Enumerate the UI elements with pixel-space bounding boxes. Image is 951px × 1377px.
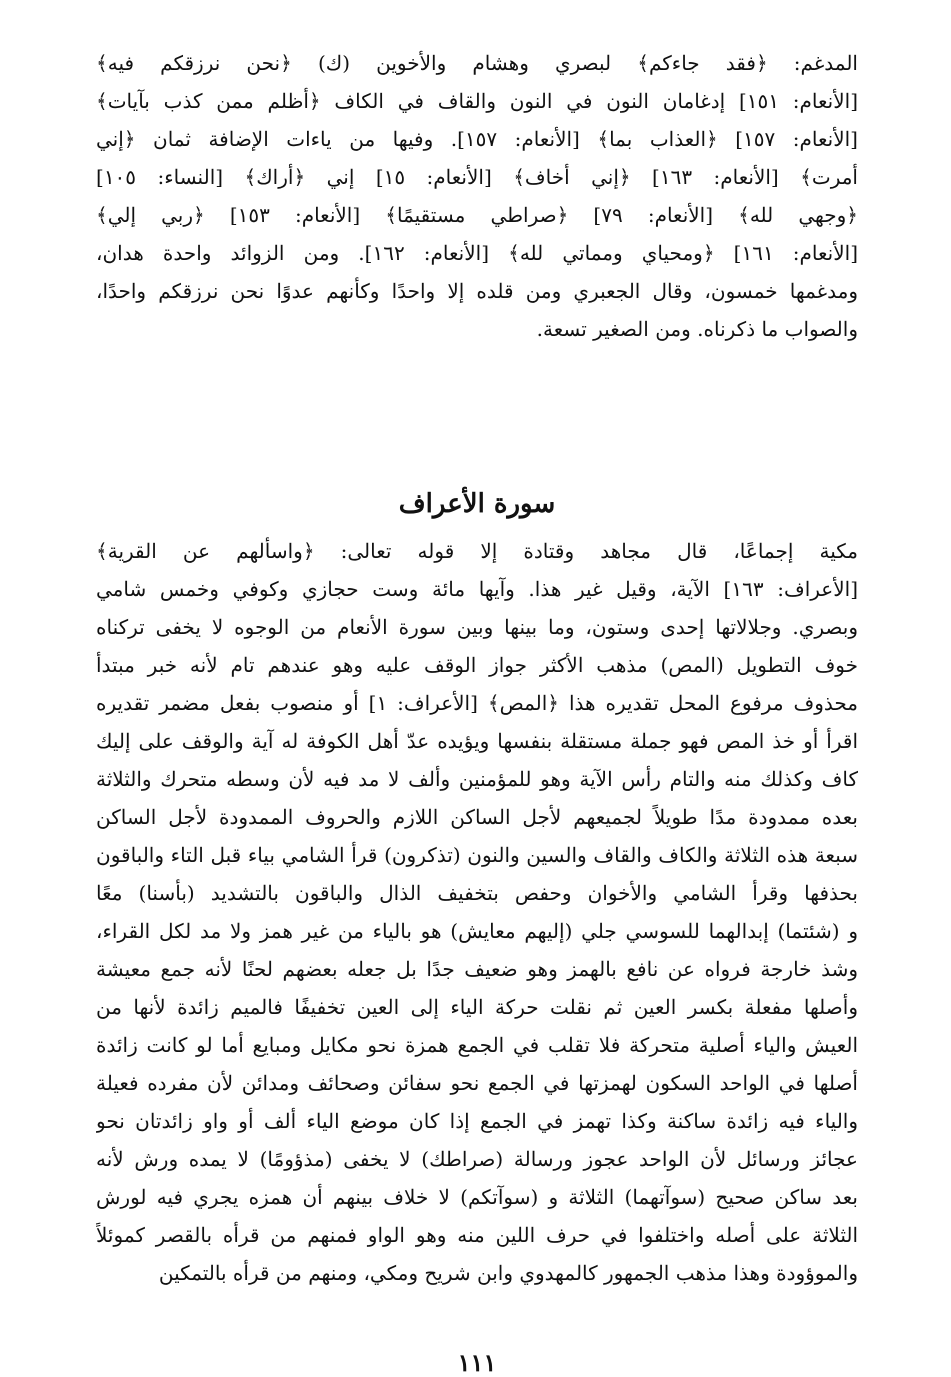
text-line: العيش والياء أصلية متحركة فلا تقلب في الجمع همزة نحو مكايل ومبايع أما لو كانت زائدة (96, 1033, 858, 1057)
paragraph-al-anam-summary (96, 44, 858, 348)
text-line: كاف وكذلك منه والتام رأس الآية وهو للمؤمنين وألف لا مد فيه لأن وسطه متحرك والثلاثة (96, 767, 858, 791)
text-line: والموؤودة وهذا مذهب الجمهور كالمهدوي وابن شريح ومكي، ومنهم من قرأه بالتمكين (158, 1261, 858, 1285)
text-line: اقرأ أو خذ المص فهو جملة مستقلة بنفسها ويؤيده عدّ أهل الكوفة له آية والوقف على إليك (96, 729, 858, 753)
text-line: ومدغمها خمسون، وقال الجعبري ومن قلده إلا واحدًا وكأنهم عدوًا نحن نرزقكم واحدًا، (96, 279, 858, 303)
text-line: [الأعراف: ١٦٣] الآية، وقيل غير هذا. وآيها مائة وست حجازي وكوفي وخمس شامي (96, 577, 858, 601)
text-line: والصواب ما ذكرناه. ومن الصغير تسعة. (536, 317, 858, 341)
text-line: بعده ممدودة مدًا طويلاً لجميعهم لأجل الساكن اللازم والحروف الممدودة لأجل الساكن (96, 805, 858, 829)
text-line: محذوف مرفوع المحل تقديره هذا ﴿المص﴾ [الأعراف: ١] أو منصوب بفعل مضمر تقديره (96, 691, 858, 715)
text-line: ﴿وجهي لله﴾ [الأنعام: ٧٩] ﴿صراطي مستقيمًا﴾ [الأنعام: ١٥٣] ﴿ربي إلي﴾ (96, 203, 858, 227)
surah-title: سورة الأعراف (398, 489, 556, 519)
text-line: [الأنعام: ١٥٧] ﴿العذاب بما﴾ [الأنعام: ١٥٧]. وفيها من ياءات الإضافة ثمان ﴿إني (96, 127, 858, 151)
text-line: مكية إجماعًا، قال مجاهد وقتادة إلا قوله تعالى: ﴿واسألهم عن القرية﴾ (96, 539, 858, 563)
text-line: وأصلها مفعلة بكسر العين ثم نقلت حركة الياء إلى العين تخفيفًا فالميم زائدة لأنها من (96, 995, 858, 1019)
text-line: وشذ خارجة فرواه عن نافع بالهمز وهو ضعيف جدًا بل جعله بعضهم لحنًا لأنه جمع معيشة (96, 957, 858, 981)
book-page (96, 40, 858, 1377)
text-line: أصلها في الواحد السكون لهمزتها في الجمع نحو سفائن وصحائف ومدائن لأن مفرده فعيلة (96, 1071, 858, 1095)
text-line: [الأنعام: ١٥١] إدغامان النون في النون والقاف في الكاف ﴿أظلم ممن كذب بآيات﴾ (96, 89, 858, 113)
text-line: بعد ساكن صحيح (سوآتهما) الثلاثة و (سوآتكم) لا خلاف بينهم أن همزه يجري فيه لورش (96, 1185, 858, 1209)
text-line: الثلاثة على أصله واختلفوا في حرف اللين منه وهو الواو فمنهم من قرأه بالقصر كموئلاً (96, 1223, 858, 1247)
text-line: والياء فيه زائدة ساكنة وكذا تهمز في الجمع إذا كان موضع الياء ألف أو واو زائدتان نحو (96, 1109, 858, 1133)
paragraph-al-araf (96, 532, 858, 1292)
text-line: خوف التطويل (المص) مذهب الأكثر جواز الوقف عليه وهو عندهم تام لأنه خبر مبتدأ (96, 653, 858, 677)
text-line: عجائز ورسائل لأن الواحد عجوز ورسالة (صراطك) لا يخفى (مذؤومًا) لا يمده ورش لأنه (96, 1147, 858, 1171)
text-line: و (شئتما) إبدالهما للسوسي جلي (إليهم معايش) هو بالياء من غير همز ولا مد لكل القراء، (96, 919, 858, 943)
text-line: [الأنعام: ١٦١] ﴿ومحياي ومماتي لله﴾ [الأنعام: ١٦٢]. ومن الزوائد واحدة هدان، (96, 241, 858, 265)
text-line: المدغم: ﴿فقد جاءكم﴾ لبصري وهشام والأخوين (ك) ﴿نحن نرزقكم فيه﴾ (96, 51, 858, 75)
text-line: أمرت﴾ [الأنعام: ١٦٣] ﴿إني أخاف﴾ [الأنعام: ١٥] إني ﴿أراك﴾ [النساء: ١٠٥] (96, 165, 858, 189)
text-line: وبصري. وجلالاتها إحدى وستون، وما بينها وبين سورة الأنعام من الوجوه لا يخفى تركناه (96, 615, 858, 639)
text-line: سبعة هذه الثلاثة والكاف والقاف والسين والنون (تذكرون) قرأ الشامي بياء قبل التاء والباقون (96, 843, 858, 867)
text-line: بحذفها وقرأ الشامي والأخوان وحفص بتخفيف الذال والباقون بالتشديد (بأسنا) معًا (96, 881, 858, 905)
page-number: ١١١ (457, 1348, 497, 1377)
